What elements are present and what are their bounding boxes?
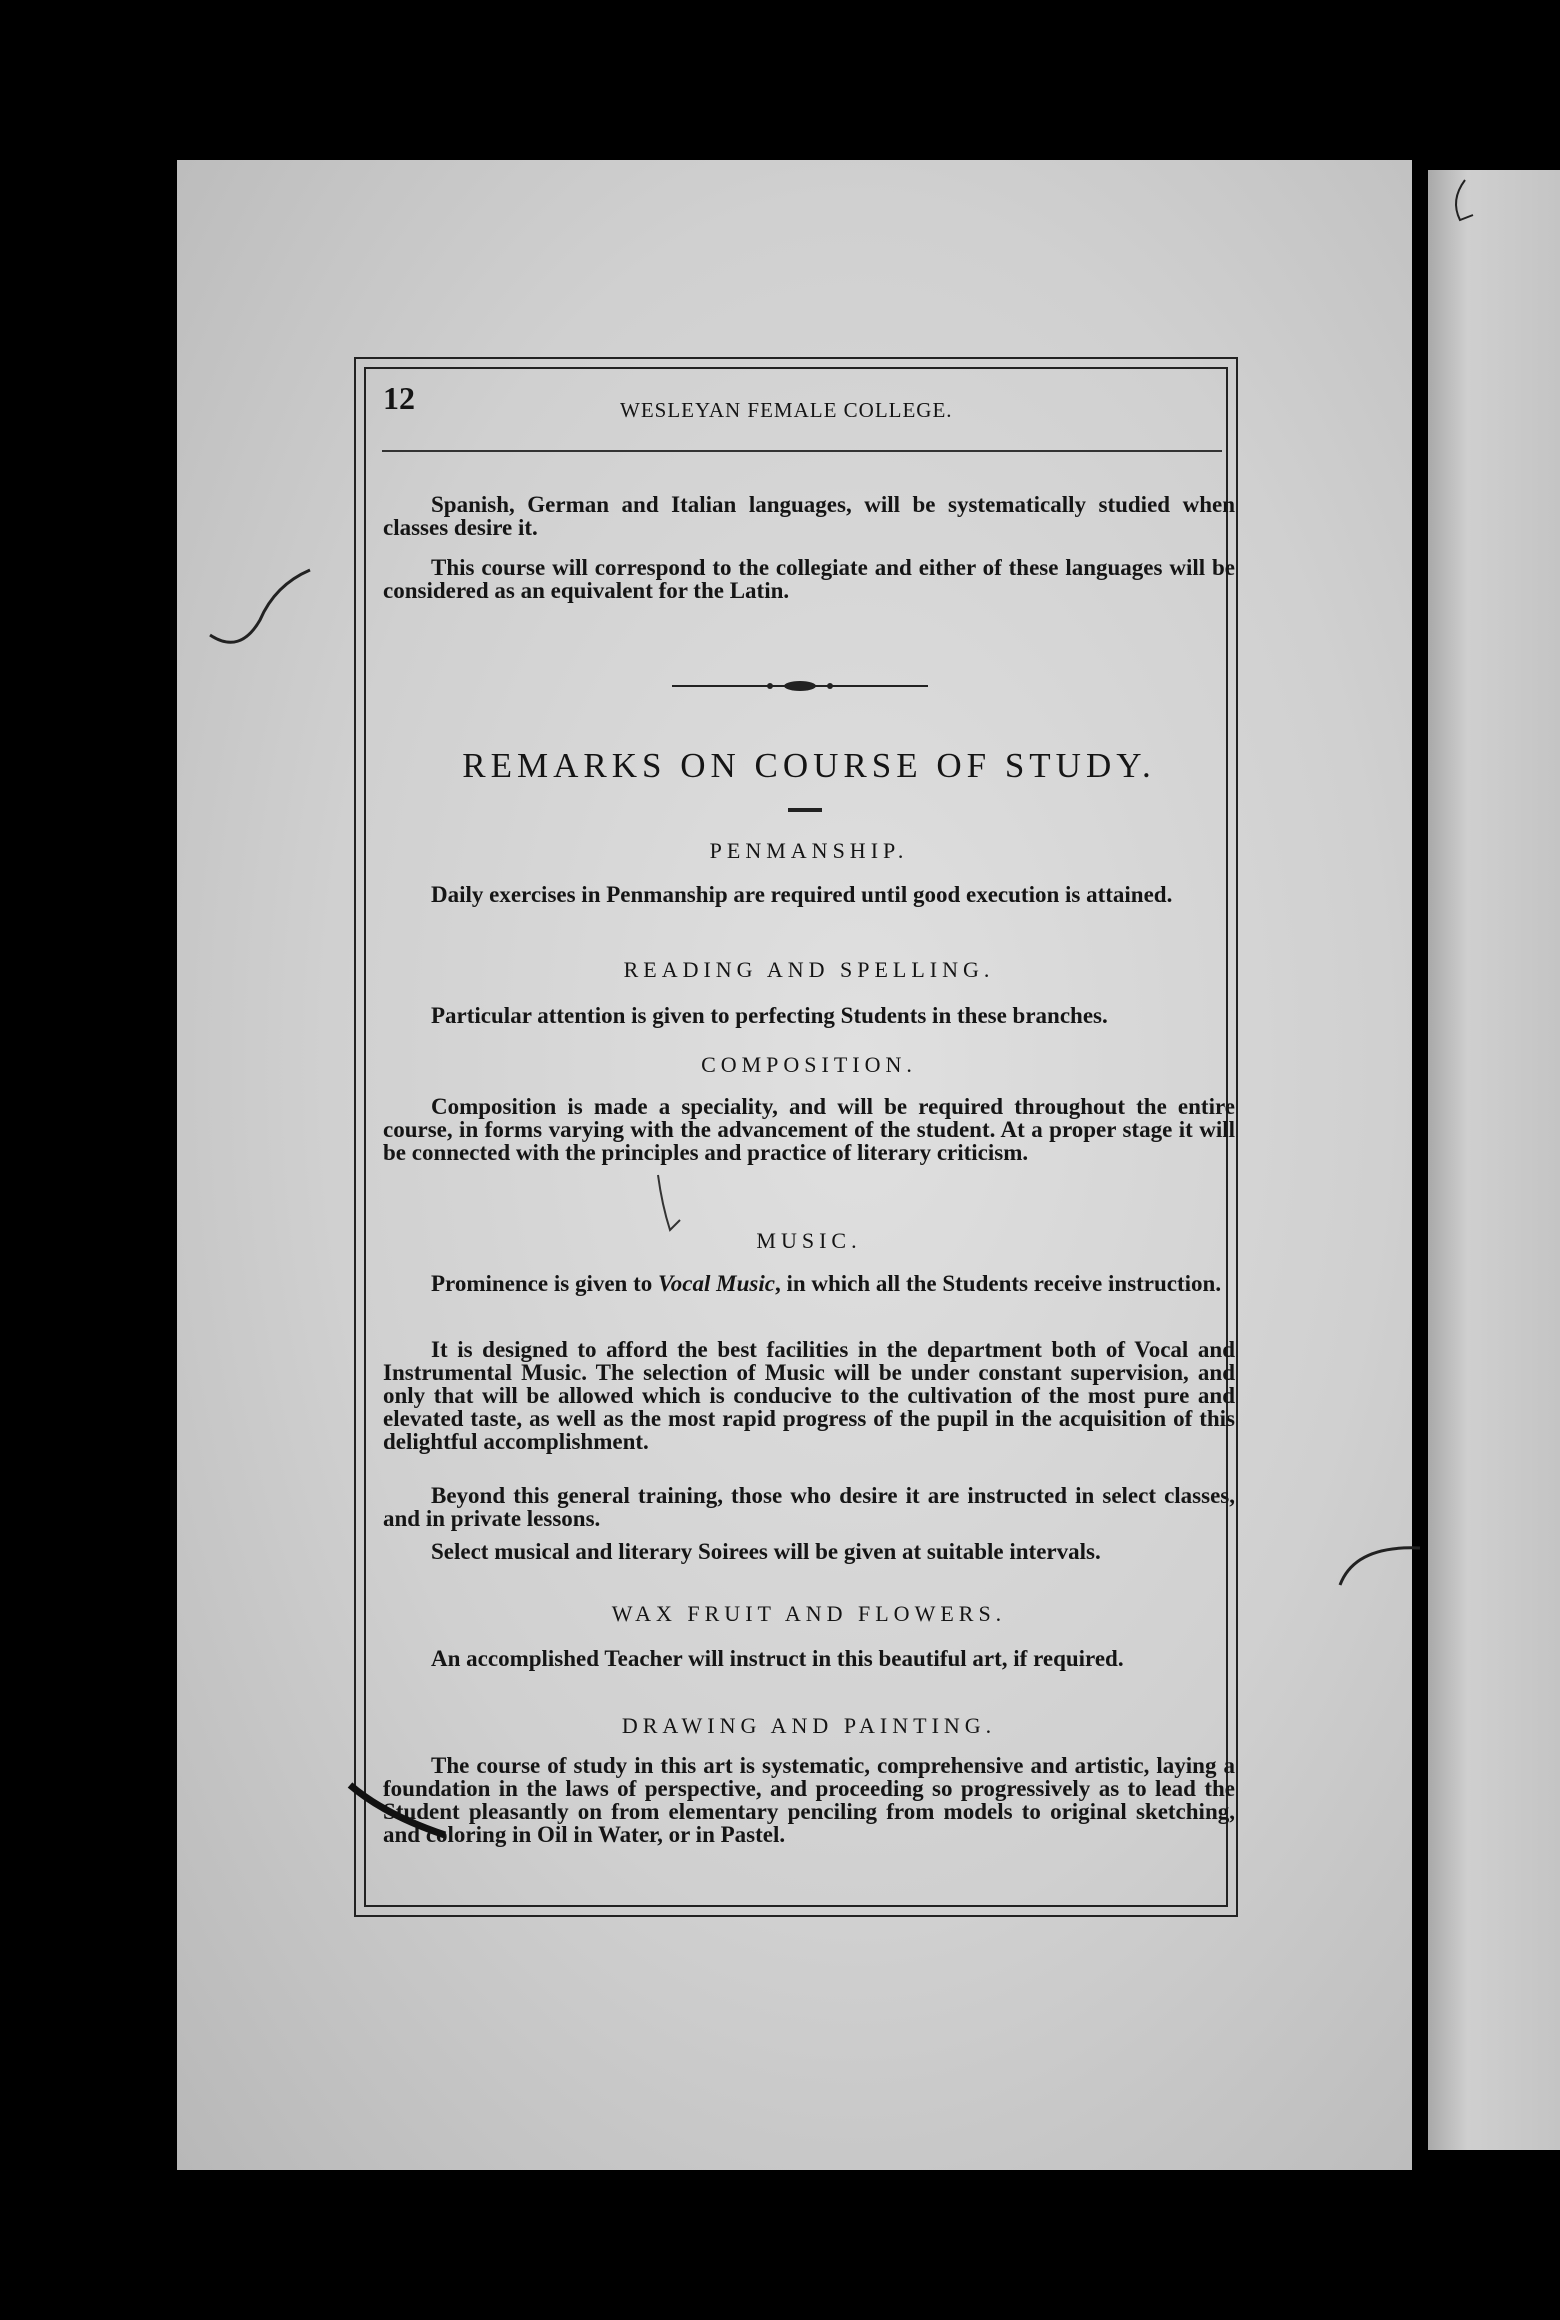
paragraph-music-soirees: Select musical and literary Soirees will be given at suitable intervals.	[431, 1539, 1101, 1564]
music-text-start: Prominence is given to	[431, 1271, 658, 1296]
heading-wax-fruit: WAX FRUIT AND FLOWERS.	[611, 1601, 1007, 1626]
paragraph-composition: Composition is made a speciality, and will be required throughout the entire course, in forms varying with the advancement of the student. At a proper stage it will be connected with the principles and practice of literary criticism.	[383, 1094, 1235, 1165]
heading-drawing-painting: DRAWING AND PAINTING.	[621, 1713, 997, 1738]
ink-smudge-bottom-left	[345, 1775, 455, 1845]
paragraph-music-facilities: It is designed to afford the best facilities in the department both of Vocal and Instrumental Music. The selection of Music will be under constant supervision, and only that will be allowed which is conducive to the cultivation of the most pure and elevated taste, as well as the most rapid progress of the pupil in the acquisition of this delightful accomplishment.	[383, 1337, 1235, 1454]
heading-penmanship: PENMANSHIP.	[709, 838, 909, 863]
intro-paragraph-languages: Spanish, German and Italian languages, will be systematically studied when classes desire it.	[383, 492, 1235, 540]
music-text-end: , in which all the Students receive instruction.	[774, 1271, 1222, 1296]
page-title: REMARKS ON COURSE OF STUDY.	[462, 746, 1156, 785]
paragraph-drawing-painting: The course of study in this art is systematic, comprehensive and artistic, laying a foundation in the laws of perspective, and proceeding so progressively as to lead the Student pleasantly on from elementary penciling from models to original sketching, and coloring in Oil in Water, or in Pastel.	[383, 1753, 1235, 1847]
paragraph-wax-fruit: An accomplished Teacher will instruct in this beautiful art, if required.	[431, 1646, 1124, 1671]
paragraph-music-training: Beyond this general training, those who desire it are instructed in select classes, and in private lessons.	[383, 1483, 1235, 1531]
paragraph-reading-spelling: Particular attention is given to perfecting Students in these branches.	[431, 1003, 1108, 1028]
paragraph-music-vocal	[383, 1272, 1235, 1295]
running-head: WESLEYAN FEMALE COLLEGE.	[620, 398, 953, 422]
pencil-mark-center	[650, 1170, 690, 1240]
pencil-mark-left	[200, 560, 320, 670]
page-number: 12	[383, 380, 415, 416]
title-dash	[788, 808, 822, 812]
heading-music: MUSIC.	[756, 1228, 862, 1253]
paragraph-penmanship: Daily exercises in Penmanship are required until good execution is attained.	[431, 882, 1173, 907]
heading-composition: COMPOSITION.	[701, 1052, 917, 1077]
intro-paragraph-latin: This course will correspond to the collegiate and either of these languages will be considered as an equivalent for the Latin.	[383, 555, 1235, 603]
pencil-mark-right	[1335, 1540, 1425, 1590]
music-text-vocal: Vocal Music	[658, 1271, 775, 1296]
adjacent-page-edge	[1428, 170, 1560, 2150]
ornamental-divider	[670, 676, 930, 696]
heading-reading-spelling: READING AND SPELLING.	[623, 957, 995, 982]
pencil-mark-next-page	[1445, 175, 1485, 235]
header-rule	[382, 450, 1222, 452]
